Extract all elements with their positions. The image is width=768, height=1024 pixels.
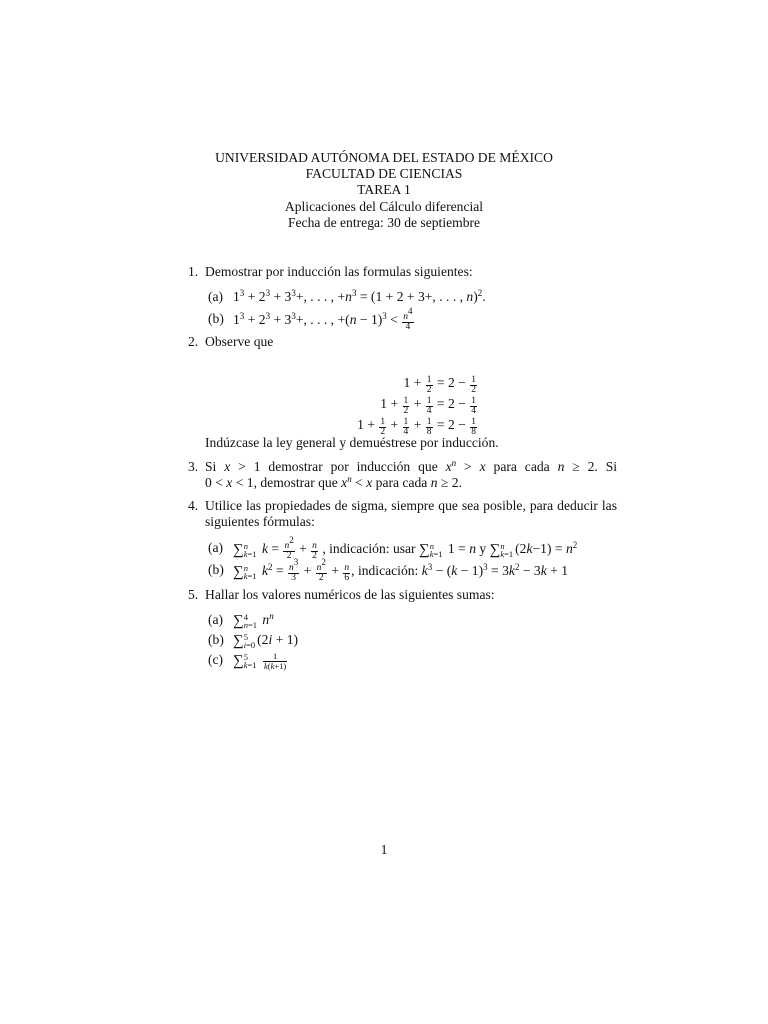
problem-4b-label: (b) [208,562,224,577]
problem-4a-formula: ∑ n k=1 k = $\frac{n^2}{2}$ + $\frac{n}{2}$ , indicación: usar ∑ n k=1 1 = n y ∑ n k=1 $(2k-1) = n^2$ [233,535,578,561]
equation-row: 1 + $\frac{1}{2}$ + $\frac{1}{4}$ + $\frac{1}{8}$ = 2 − $\frac{1}{8}$ [357,417,476,437]
document-header [0,150,768,231]
problem-5b-label: (b) [208,632,224,647]
problem-2-text: Observe que [205,334,274,349]
problem-3-line1: Si x > 1 demostrar por inducción que $x^n > x$ para cada n ≥ 2. Si [205,458,618,474]
problem-5a-formula: ∑ 4 n=1 $n^n$ [233,611,274,630]
equation-row: 1 + $\frac{1}{2}$ = 2 − $\frac{1}{2}$ [403,375,476,395]
problem-1b-formula: $1^3 + 2^3 + 3^3+$, . . . , $+(n - 1)^3$ < $\frac{n^4}{4}$ [233,306,413,332]
problem-1a-label: (a) [208,289,224,304]
problem-1-number: 1. [188,264,199,279]
page-number: 1 [380,842,388,857]
problem-1-text: Demostrar por inducción las formulas siguientes: [205,264,473,279]
problem-1b-label: (b) [208,311,224,326]
problem-5b-formula: ∑ 5 i=0 (2i + 1) [233,632,299,650]
problem-2-equations [300,374,478,437]
course-name: Aplicaciones del Cálculo diferencial [284,198,484,214]
problem-4b-formula: ∑ n k=1 $k^2$ = $\frac{n^3}{3}$ + $\frac{n^2}{2}$ + $\frac{n}{6}$ , indicación: $k^3 - (k - 1)^3 = 3k^2 - 3k + 1$ [233,557,569,583]
problem-4-line2: siguientes fórmulas: [205,514,315,529]
problem-5c-formula: ∑ 5 k=1 $\frac{1}{k(k+1)}$ [233,651,287,671]
problem-1a-formula: $1^3 + 2^3 + 3^3+$, . . . , $+n^3 = (1 + 2 + 3+$, . . . , n)$^2$. [233,288,486,304]
equation-row: 1 + $\frac{1}{2}$ + $\frac{1}{4}$ = 2 − $\frac{1}{4}$ [380,396,476,416]
problem-4-line1: Utilice las propiedades de sigma, siempre que sea posible, para deducir las [205,498,617,513]
university-name: UNIVERSIDAD AUTÓNOMA DEL ESTADO DE MÉXICO [215,150,553,165]
problem-5-text: Hallar los valores numéricos de las siguientes sumas: [205,587,495,602]
problem-5c-label: (c) [208,652,224,667]
problem-2-followup: Indúzcase la ley general y demuéstrese por inducción. [205,435,499,450]
problem-5a-label: (a) [208,612,224,627]
problem-3-number: 3. [188,459,199,474]
problem-4a-label: (a) [208,540,224,555]
due-date: Fecha de entrega: 30 de septiembre [287,214,481,230]
problem-2-number: 2. [188,334,199,349]
assignment-title: TAREA 1 [357,182,411,198]
problem-3-line2: 0 < x < 1, demostrar que $x^n < x$ para cada n ≥ 2. [205,474,462,490]
faculty-name: FACULTAD DE CIENCIAS [305,166,463,182]
problem-5-number: 5. [188,587,199,602]
problem-4-number: 4. [188,498,199,513]
